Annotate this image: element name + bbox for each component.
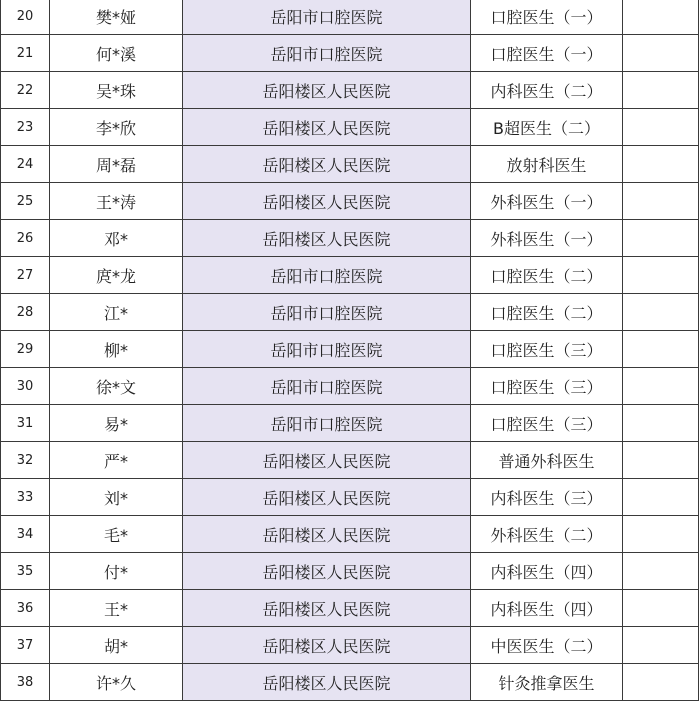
hospital-cell: 岳阳市口腔医院 [183,257,471,294]
table-row [0,146,699,183]
row-number-cell: 30 [0,368,50,405]
empty-cell [623,0,699,35]
position-cell: 普通外科医生 [471,442,623,479]
position-cell: 中医医生（二） [471,627,623,664]
name-cell: 王* [50,590,183,627]
position-cell: 口腔医生（二） [471,257,623,294]
empty-cell [623,146,699,183]
hospital-cell: 岳阳楼区人民医院 [183,146,471,183]
empty-cell [623,109,699,146]
position-cell: 外科医生（二） [471,516,623,553]
empty-cell [623,479,699,516]
position-cell: B超医生（二） [471,109,623,146]
name-cell: 柳* [50,331,183,368]
table-row [0,257,699,294]
name-cell: 易* [50,405,183,442]
hospital-cell: 岳阳楼区人民医院 [183,109,471,146]
position-cell: 外科医生（一） [471,220,623,257]
hospital-cell: 岳阳楼区人民医院 [183,627,471,664]
table-row [0,479,699,516]
row-number-cell: 28 [0,294,50,331]
table-row [0,627,699,664]
name-cell: 吴*珠 [50,72,183,109]
table-row [0,368,699,405]
empty-cell [623,220,699,257]
row-number-cell: 24 [0,146,50,183]
name-cell: 刘* [50,479,183,516]
row-number-cell: 34 [0,516,50,553]
hospital-cell: 岳阳市口腔医院 [183,331,471,368]
row-number-cell: 26 [0,220,50,257]
empty-cell [623,405,699,442]
row-number-cell: 33 [0,479,50,516]
table-row [0,590,699,627]
name-cell: 樊*娅 [50,0,183,35]
position-cell: 内科医生（四） [471,590,623,627]
name-cell: 李*欣 [50,109,183,146]
empty-cell [623,294,699,331]
name-cell: 何*溪 [50,35,183,72]
name-cell: 徐*文 [50,368,183,405]
row-number-cell: 22 [0,72,50,109]
position-cell: 口腔医生（三） [471,331,623,368]
name-cell: 周*磊 [50,146,183,183]
hospital-cell: 岳阳楼区人民医院 [183,442,471,479]
table-row [0,183,699,220]
hospital-cell: 岳阳市口腔医院 [183,0,471,35]
row-number-cell: 27 [0,257,50,294]
name-cell: 毛* [50,516,183,553]
position-cell: 外科医生（一） [471,183,623,220]
position-cell: 放射科医生 [471,146,623,183]
row-number-cell: 29 [0,331,50,368]
table-row [0,72,699,109]
name-cell: 胡* [50,627,183,664]
table-row [0,294,699,331]
name-cell: 王*涛 [50,183,183,220]
table-row [0,220,699,257]
name-cell: 严* [50,442,183,479]
name-cell: 付* [50,553,183,590]
table-row [0,0,699,35]
hospital-cell: 岳阳楼区人民医院 [183,220,471,257]
empty-cell [623,627,699,664]
empty-cell [623,331,699,368]
table-row [0,442,699,479]
empty-cell [623,35,699,72]
table-row [0,109,699,146]
hospital-cell: 岳阳楼区人民医院 [183,516,471,553]
hospital-cell: 岳阳市口腔医院 [183,35,471,72]
empty-cell [623,553,699,590]
hospital-cell: 岳阳楼区人民医院 [183,664,471,701]
empty-cell [623,442,699,479]
empty-cell [623,183,699,220]
row-number-cell: 31 [0,405,50,442]
row-number-cell: 37 [0,627,50,664]
empty-cell [623,590,699,627]
table-row [0,553,699,590]
position-cell: 口腔医生（二） [471,294,623,331]
table-row [0,516,699,553]
table-row [0,35,699,72]
row-number-cell: 36 [0,590,50,627]
hospital-cell: 岳阳楼区人民医院 [183,479,471,516]
row-number-cell: 32 [0,442,50,479]
name-cell: 庹*龙 [50,257,183,294]
empty-cell [623,368,699,405]
row-number-cell: 25 [0,183,50,220]
hospital-cell: 岳阳市口腔医院 [183,294,471,331]
row-number-cell: 23 [0,109,50,146]
position-cell: 口腔医生（三） [471,368,623,405]
table-row [0,664,699,701]
row-number-cell: 20 [0,0,50,35]
name-cell: 邓* [50,220,183,257]
empty-cell [623,664,699,701]
hospital-cell: 岳阳楼区人民医院 [183,590,471,627]
hospital-cell: 岳阳楼区人民医院 [183,553,471,590]
position-cell: 内科医生（四） [471,553,623,590]
name-cell: 江* [50,294,183,331]
name-cell: 许*久 [50,664,183,701]
empty-cell [623,516,699,553]
table-row [0,331,699,368]
hospital-cell: 岳阳楼区人民医院 [183,72,471,109]
row-number-cell: 21 [0,35,50,72]
position-cell: 口腔医生（一） [471,35,623,72]
hospital-cell: 岳阳楼区人民医院 [183,183,471,220]
position-cell: 口腔医生（一） [471,0,623,35]
position-cell: 口腔医生（三） [471,405,623,442]
hospital-cell: 岳阳市口腔医院 [183,405,471,442]
row-number-cell: 38 [0,664,50,701]
position-cell: 针灸推拿医生 [471,664,623,701]
empty-cell [623,257,699,294]
position-cell: 内科医生（三） [471,479,623,516]
table-row [0,405,699,442]
empty-cell [623,72,699,109]
hospital-cell: 岳阳市口腔医院 [183,368,471,405]
row-number-cell: 35 [0,553,50,590]
position-cell: 内科医生（二） [471,72,623,109]
